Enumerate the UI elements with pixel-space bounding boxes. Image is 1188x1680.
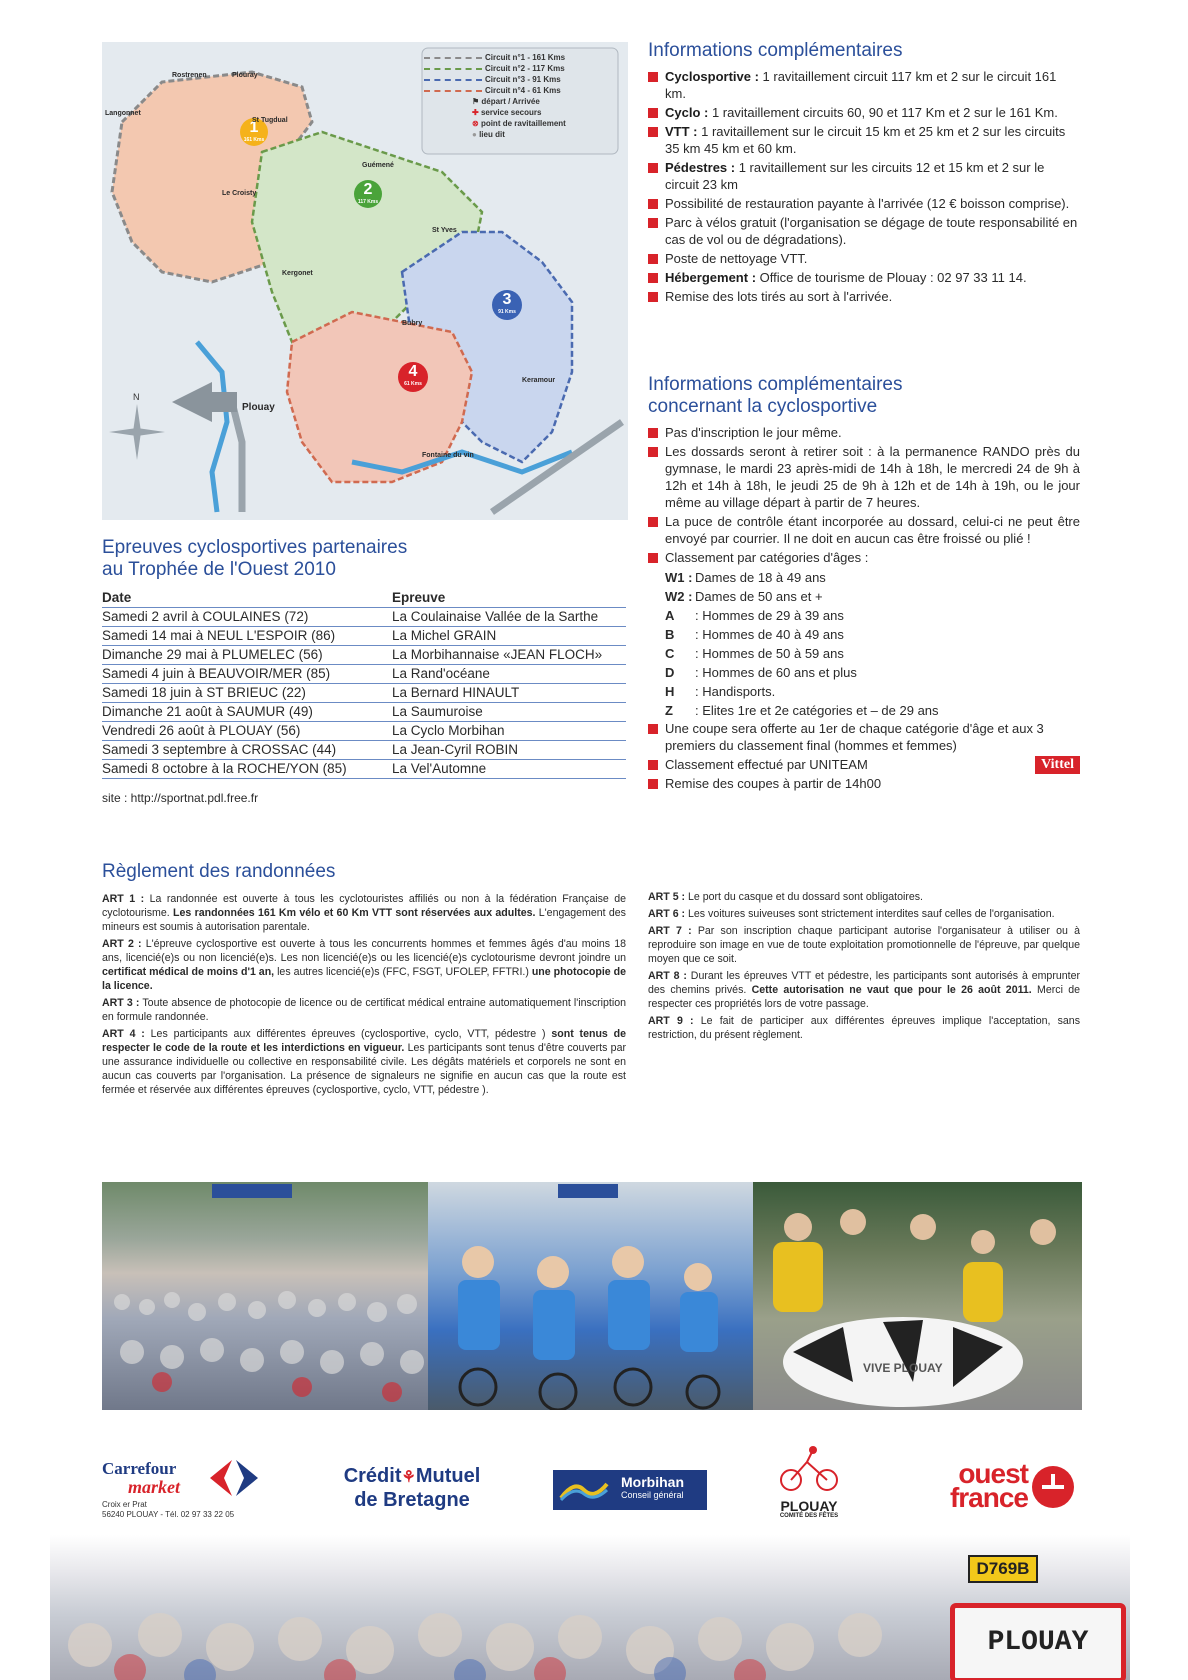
category-row: A : Hommes de 29 à 39 ans	[665, 608, 844, 623]
info-item: Possibilité de restauration payante à l'arrivée (12 € boisson comprise).	[648, 195, 1080, 212]
category-row: H : Handisports.	[665, 684, 776, 699]
rule-text: Le fait de participer aux différentes épreuves implique l'acceptation, sans restriction, du présent règlement.	[648, 1015, 1080, 1041]
info-list-2b	[648, 720, 1080, 792]
rule-text: Toute absence de photocopie de licence ou de certificat médical entraine automatiquement l'inscription en formule randonnée.	[102, 997, 626, 1023]
legend-line	[424, 79, 482, 81]
legend-entry: ✚ service secours	[472, 108, 542, 117]
bullet-square-icon	[648, 199, 658, 209]
photo-kids-art	[428, 1182, 753, 1410]
legend-entry: ⚑ départ / Arrivée	[472, 97, 540, 106]
road-sign-number: D769B	[968, 1555, 1038, 1583]
legend-line	[424, 57, 482, 59]
vittel-logo: Vittel	[1035, 756, 1080, 774]
info-list-1	[648, 68, 1080, 305]
legend-entry: Circuit n°1 - 161 Kms	[424, 52, 614, 63]
bullet-square-icon	[648, 108, 658, 118]
info-item: Poste de nettoyage VTT.	[648, 250, 1080, 267]
info-item: Remise des lots tirés au sort à l'arrivée.	[648, 288, 1080, 305]
place-label: St Tugdual	[252, 117, 288, 124]
red-cross-icon: ✚	[472, 108, 479, 117]
place-label: Rostrenen	[172, 72, 207, 79]
bullet-square-icon	[648, 779, 658, 789]
category-row: D : Hommes de 60 ans et plus	[665, 665, 857, 680]
bullet-square-icon	[648, 447, 658, 457]
table-header-row	[102, 589, 626, 608]
bullet-square-icon	[648, 254, 658, 264]
route-map	[102, 42, 628, 520]
ouest-france-logo	[910, 1458, 1080, 1520]
place-label: St Yves	[432, 227, 457, 234]
bullet-square-icon	[648, 760, 658, 770]
photo-registration	[753, 1182, 1082, 1410]
legend-entry: Circuit n°2 - 117 Kms	[424, 63, 614, 74]
bullet-square-icon	[648, 273, 658, 283]
legend-entry: Circuit n°4 - 61 Kms	[424, 85, 614, 96]
rule-text: Les participants aux différentes épreuves (cyclosportive, cyclo, VTT, pédestre ) sont tenus de respecter le code de la route et les interdictions en vigueur. Les participants sont tenus d'être couverts par une assurance individuelle ou collective en responsabilité civile. Les dégâts matériels et corporels ne sont en aucun cas couverts par l'organisation. La présence de signaleurs ne signifie en aucun cas que la route est fermée et réservée aux différentes épreuves (cyclosportive, cyclo, VTT, pédestre ).	[102, 1028, 626, 1096]
rules-left-column	[102, 892, 626, 1100]
table-row: Dimanche 21 août à SAUMUR (49) La Saumuroise	[102, 703, 626, 722]
table-row: Samedi 3 septembre à CROSSAC (44) La Jean-Cyril ROBIN	[102, 741, 626, 760]
place-label: Le Croisty	[222, 190, 257, 197]
credit-mutuel-icon: ⚘	[401, 1469, 416, 1486]
legend-entry: ● lieu dit	[472, 130, 505, 139]
rules-right-column	[648, 890, 1080, 1045]
dot-icon: ●	[472, 130, 477, 139]
bullet-square-icon	[648, 724, 658, 734]
circuit-badge-2: 2 117 Kms	[354, 180, 382, 208]
events-table	[102, 589, 626, 779]
rule-text: Les voitures suiveuses sont strictement interdites sauf celles de l'organisation.	[685, 908, 1055, 920]
rule-paragraph: ART 8 : Durant les épreuves VTT et pédestre, les participants sont autorisés à emprunter des chemins privés. Cette autorisation ne vaut que pour le 26 août 2011. Merci de respecter ces propriétés lors de votre passage.	[648, 970, 1081, 1010]
road-sign-town: PLOUAY	[950, 1603, 1126, 1680]
place-label: Kergonet	[282, 270, 313, 277]
photo-registration-art	[753, 1182, 1082, 1410]
rule-text: La randonnée est ouverte à tous les cyclotouristes affiliés ou non à la fédération Française de cyclotourisme. Les randonnées 161 Km vélo et 60 Km VTT sont réservées aux adultes. L'engagement des mineurs est soumis à autorisation parentale.	[102, 893, 627, 933]
photo-kids-start	[428, 1182, 753, 1410]
place-label: Plouray	[232, 72, 258, 79]
category-list	[648, 568, 1080, 720]
info-title-1: Informations complémentaires	[648, 40, 903, 61]
info-item: La puce de contrôle étant incorporée au dossard, celui-ci ne peut être envoyé par courrier. Il ne doit en aucun cas être froissé ou plié !	[648, 513, 1080, 547]
morbihan-logo	[553, 1470, 707, 1510]
info-item: Classement par catégories d'âges :	[648, 549, 1080, 566]
rule-paragraph: ART 3 : Toute absence de photocopie de licence ou de certificat médical entraine automatiquement l'inscription en formule randonnée.	[102, 997, 626, 1023]
plouay-cyclist-icon	[769, 1444, 849, 1494]
svg-text:N: N	[133, 392, 140, 402]
umbrella-text: VIVE PLOUAY	[863, 1361, 943, 1375]
info-section-2	[648, 374, 1080, 794]
bullet-square-icon	[648, 553, 658, 563]
morbihan-wave-icon	[559, 1478, 609, 1502]
info-item: VTT : 1 ravitaillement sur le circuit 15 km et 25 km et 2 sur les circuits 35 km 45 km et 60 km.	[648, 123, 1080, 157]
category-row: B : Hommes de 40 à 49 ans	[665, 627, 844, 642]
table-row: Samedi 14 mai à NEUL L'ESPOIR (86) La Michel GRAIN	[102, 627, 626, 646]
legend-entry: Circuit n°3 - 91 Kms	[424, 74, 614, 85]
bullet-square-icon	[648, 163, 658, 173]
table-row: Dimanche 29 mai à PLUMELEC (56) La Morbihannaise «JEAN FLOCH»	[102, 646, 626, 665]
circuit-badge-3: 3 91 Kms	[492, 290, 522, 320]
rule-paragraph: ART 9 : Le fait de participer aux différentes épreuves implique l'acceptation, sans restriction, du présent règlement.	[648, 1015, 1080, 1041]
place-label: Langonnet	[105, 110, 141, 117]
footer-crowd-strip	[50, 1535, 1130, 1680]
place-label: Keramour	[522, 377, 556, 384]
flag-icon: ⚑	[472, 97, 480, 106]
photo-peloton-art	[102, 1182, 428, 1410]
events-section	[102, 537, 628, 805]
place-label-plouay: Plouay	[242, 402, 275, 413]
photo-peloton	[102, 1182, 428, 1410]
bullet-square-icon	[648, 72, 658, 82]
ouest-france-icon	[1032, 1466, 1074, 1508]
rule-paragraph: ART 4 : Les participants aux différentes épreuves (cyclosportive, cyclo, VTT, pédestre ) sont tenus de respecter le code de la route et les interdictions en vigueur. Les participants sont tenus d'être couverts par une assurance individuelle ou collective en responsabilité civile. Les dégâts matériels et corporels ne sont en aucun cas couverts par l'organisation. La présence de signaleurs ne signifie en aucun cas que la route est fermée et réservée aux différentes épreuves (cyclosportive, cyclo, VTT, pédestre ).	[102, 1028, 626, 1096]
legend-line	[424, 68, 482, 70]
map-legend-list	[424, 52, 614, 140]
legend-line	[424, 90, 482, 92]
plouay-comite-logo	[764, 1444, 854, 1519]
info-title-2: Informations complémentaires concernant la cyclosportive	[648, 374, 903, 417]
bullet-square-icon	[648, 428, 658, 438]
table-row: Samedi 2 avril à COULAINES (72) La Coulainaise Vallée de la Sarthe	[102, 608, 626, 627]
info-item: Pédestres : 1 ravitaillement sur les circuits 12 et 15 km et 2 sur le circuit 23 km	[648, 159, 1080, 193]
column-header: Epreuve	[392, 589, 626, 608]
bullet-square-icon	[648, 218, 658, 228]
credit-mutuel-line1: Crédit⚘Mutuel	[343, 1465, 481, 1487]
table-row: Vendredi 26 août à PLOUAY (56) La Cyclo Morbihan	[102, 722, 626, 741]
morbihan-text: Morbihan Conseil général	[621, 1474, 684, 1500]
info-item: Remise des coupes à partir de 14h00	[648, 775, 1080, 792]
place-label: Guémené	[362, 162, 394, 169]
ouest-france-icon-mark	[1051, 1474, 1055, 1488]
table-row: Samedi 4 juin à BEAUVOIR/MER (85) La Rand'océane	[102, 665, 626, 684]
circuit-badge-1: 1 161 Kms	[240, 118, 268, 146]
site-link[interactable]: site : http://sportnat.pdl.free.fr	[102, 791, 259, 805]
bullet-square-icon	[648, 292, 658, 302]
category-row: Z : Elites 1re et 2e catégories et – de 29 ans	[665, 703, 939, 718]
place-label: Fontaine du vin	[422, 452, 474, 459]
bullet-square-icon	[648, 517, 658, 527]
info-item: Hébergement : Office de tourisme de Plouay : 02 97 33 11 14.	[648, 269, 1080, 286]
info-item: Les dossards seront à retirer soit : à la permanence RANDO près du gymnase, le mardi 23 après-midi de 14h à 18h, le mercredi 24 de 9h à 12h et 14h à 18h, le jeudi 25 de 9h à 12h et de 14h à 19h, ou le jour même au village départ à partir de 7 heures.	[648, 443, 1080, 511]
category-row: C : Hommes de 50 à 59 ans	[665, 646, 844, 661]
circuit-badge-4: 4 61 Kms	[398, 362, 428, 392]
credit-mutuel-logo	[322, 1465, 502, 1511]
carrefour-market-wordmark: market	[128, 1477, 180, 1497]
rule-paragraph: ART 1 : La randonnée est ouverte à tous les cyclotouristes affiliés ou non à la fédération Française de cyclotourisme. Les randonnées 161 Km vélo et 60 Km VTT sont réservées aux adultes. L'engagement des mineurs est soumis à autorisation parentale.	[102, 893, 627, 933]
info-item: Pas d'inscription le jour même.	[648, 424, 1080, 441]
events-title: Epreuves cyclosportives partenaires au Trophée de l'Ouest 2010	[102, 537, 408, 580]
info-item: Cyclo : 1 ravitaillement circuits 60, 90 et 117 Km et 2 sur le 161 Km.	[648, 104, 1080, 121]
info-item: Parc à vélos gratuit (l'organisation se dégage de toute responsabilité en cas de vol ou de dégradations).	[648, 214, 1080, 248]
rule-text: Le port du casque et du dossard sont obligatoires.	[685, 891, 924, 903]
rule-paragraph: ART 2 : L'épreuve cyclosportive est ouverte à tous les concurrents hommes et femmes âgés d'au moins 18 ans, licencié(e)s ou non licencié(e)s. Les non licencié(e)s ou les licencié(e)s cyclotourisme devront joindre un certificat médical de moins d'1 an, les autres licencié(e)s (FFC, FSGT, UFOLEP, FFTRI.) une photocopie de la licence.	[102, 938, 626, 992]
carrefour-market-logo	[102, 1460, 302, 1520]
category-row: W1 : Dames de 18 à 49 ans	[665, 570, 826, 585]
info-item: Cyclosportive : 1 ravitaillement circuit 117 km et 2 sur le circuit 161 km.	[648, 68, 1080, 102]
rules-title: Règlement des randonnées	[102, 861, 336, 882]
rule-paragraph: ART 6 : Les voitures suiveuses sont strictement interdites sauf celles de l'organisation.	[648, 908, 1055, 920]
table-row: Samedi 18 juin à ST BRIEUC (22) La Bernard HINAULT	[102, 684, 626, 703]
category-row: W2 : Dames de 50 ans et +	[665, 589, 823, 604]
column-header: Date	[102, 589, 392, 608]
info-list-2	[648, 424, 1080, 566]
supply-point-icon: ⊗	[472, 119, 479, 128]
rule-text: L'épreuve cyclosportive est ouverte à tous les concurrents hommes et femmes âgés d'au moins 18 ans, licencié(e)s ou non licencié(e)s. Les non licencié(e)s ou les licencié(e)s cyclotourisme devront joindre un certificat médical de moins d'1 an, les autres licencié(e)s (FFC, FSGT, UFOLEP, FFTRI.) une photocopie de la licence.	[102, 938, 626, 992]
credit-mutuel-line2: de Bretagne	[354, 1489, 470, 1511]
rule-paragraph: ART 5 : Le port du casque et du dossard sont obligatoires.	[648, 891, 924, 903]
rule-text: Par son inscription chaque participant autorise l'organisateur à utiliser ou à reproduire son image en vue de toute exploitation promotionnelle de l'épreuve, par quelque moyen que ce soit.	[648, 925, 1081, 965]
bullet-square-icon	[648, 127, 658, 137]
info-item: Classement effectué par UNITEAM Vittel	[648, 756, 1080, 773]
plouay-wordmark: PLOUAY	[780, 1498, 838, 1514]
rule-paragraph: ART 7 : Par son inscription chaque participant autorise l'organisateur à utiliser ou à reproduire son image en vue de toute exploitation promotionnelle de l'épreuve, par quelque moyen que ce soit.	[648, 925, 1081, 965]
carrefour-address: Croix er Prat 56240 PLOUAY - Tél. 02 97 33 22 05	[102, 1500, 235, 1519]
table-row: Samedi 8 octobre à la ROCHE/YON (85) La Vel'Automne	[102, 760, 626, 779]
carrefour-icon	[204, 1458, 262, 1498]
place-label: Bubry	[402, 320, 423, 327]
ouest-france-wordmark: ouest france	[949, 1458, 1028, 1513]
info-item: Une coupe sera offerte au 1er de chaque catégorie d'âge et aux 3 premiers du classement final (hommes et femmes)	[648, 720, 1080, 754]
info-section-1	[648, 40, 1080, 307]
carrefour-wordmark: Carrefour	[102, 1459, 177, 1478]
legend-entry: ⊗ point de ravitaillement	[472, 119, 566, 128]
rule-text: Durant les épreuves VTT et pédestre, les participants sont autorisés à emprunter des chemins privés. Cette autorisation ne vaut que pour le 26 août 2011. Merci de respecter ces propriétés lors de votre passage.	[648, 970, 1081, 1010]
plouay-subtitle: COMITÉ DES FÊTES	[779, 1513, 839, 1519]
